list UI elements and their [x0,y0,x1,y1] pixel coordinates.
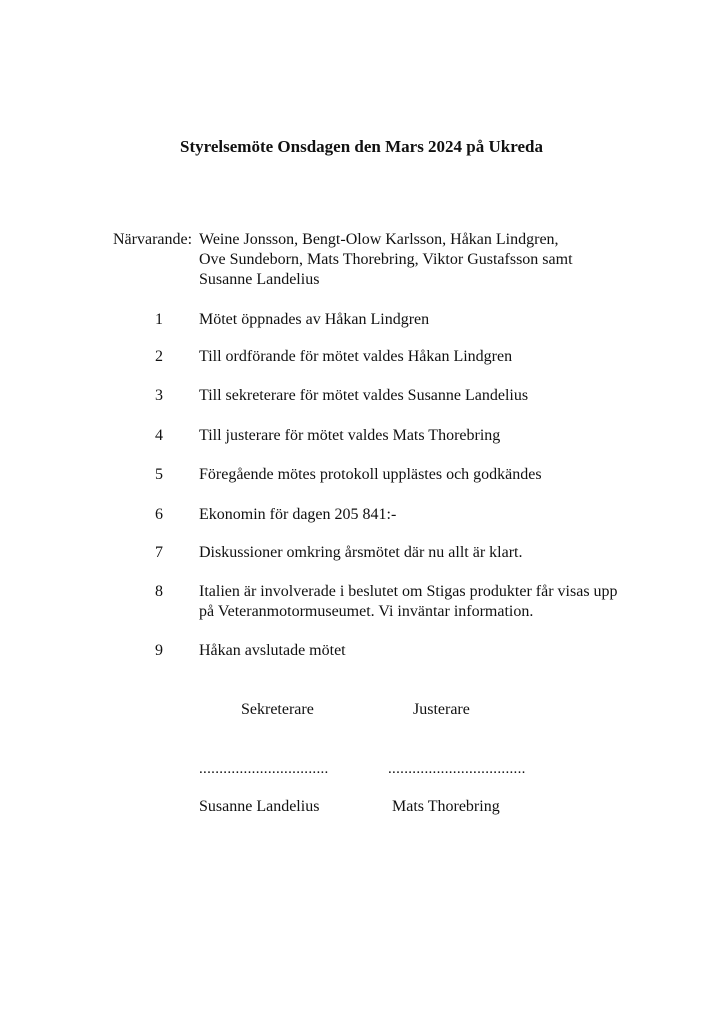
agenda-item-line: Föregående mötes protokoll upplästes och godkändes [199,466,542,483]
agenda-item-text [199,465,659,485]
secretary-name: Susanne Landelius [199,798,320,815]
page-title: Styrelsemöte Onsdagen den Mars 2024 på Ukreda [180,137,543,156]
agenda-item-line: Till justerare för mötet valdes Mats Thorebring [199,427,501,444]
attendance-line: Susanne Landelius [199,271,320,288]
adjuster-name: Mats Thorebring [392,798,500,815]
agenda-item-number: 5 [155,466,163,483]
agenda-item-text [199,426,659,446]
agenda-item-line: Italien är involverade i beslutet om Stigas produkter får visas upp [199,583,618,600]
adjuster-signature-line: .................................. [388,761,526,777]
attendance-list [199,230,619,290]
agenda-item-text [199,582,659,622]
agenda-item-text [199,310,659,330]
agenda-item-text [199,641,659,661]
agenda-item-line: Till ordförande för mötet valdes Håkan Lindgren [199,348,513,365]
agenda-item-number: 8 [155,583,163,600]
agenda-item-number: 1 [155,311,163,328]
adjuster-role-label: Justerare [413,701,470,718]
agenda-item-number: 4 [155,427,163,444]
secretary-signature-line: ................................ [199,761,329,777]
agenda-item-number: 2 [155,348,163,365]
agenda-item-number: 6 [155,506,163,523]
agenda-item-line: Diskussioner omkring årsmötet där nu allt är klart. [199,544,523,561]
agenda-item-text [199,543,659,563]
attendance-line: Ove Sundeborn, Mats Thorebring, Viktor Gustafsson samt [199,251,573,268]
agenda-item-text [199,505,659,525]
attendance-line: Weine Jonsson, Bengt-Olow Karlsson, Håkan Lindgren, [199,231,559,248]
attendance-label: Närvarande: [113,231,193,248]
agenda-item-number: 9 [155,642,163,659]
agenda-item-text [199,347,659,367]
agenda-item-line: Till sekreterare för mötet valdes Susanne Landelius [199,387,529,404]
secretary-role-label: Sekreterare [241,701,314,718]
agenda-item-number: 7 [155,544,163,561]
agenda-item-text [199,386,659,406]
agenda-item-number: 3 [155,387,163,404]
agenda-item-line: på Veteranmotormuseumet. Vi inväntar information. [199,603,534,620]
agenda-item-line: Håkan avslutade mötet [199,642,346,659]
agenda-item-line: Mötet öppnades av Håkan Lindgren [199,311,430,328]
agenda-item-line: Ekonomin för dagen 205 841:- [199,506,397,523]
